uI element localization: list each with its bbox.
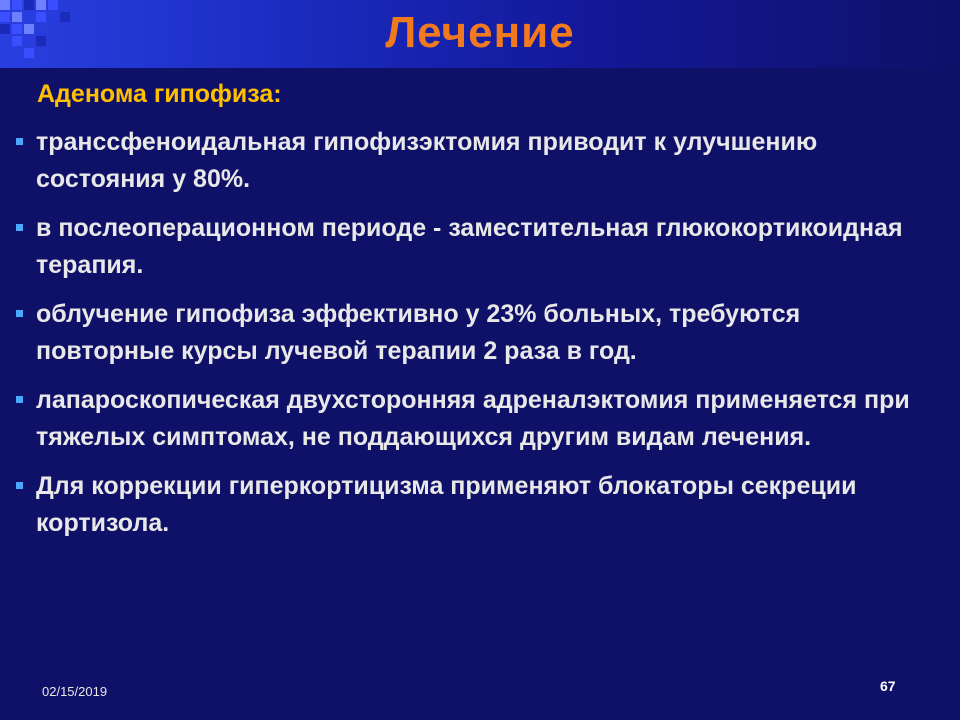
list-item xyxy=(12,296,932,370)
bullet-text: трансcфеноидальная гипофизэктомия приводит к улучшению состояния у 80%. xyxy=(36,128,818,193)
square-bullet-icon xyxy=(16,224,23,231)
page-number: 67 xyxy=(880,678,896,694)
slide-title: Лечение xyxy=(385,8,575,57)
square-bullet-icon xyxy=(16,310,23,317)
list-item xyxy=(12,210,932,284)
bullet-list xyxy=(12,124,932,554)
square-bullet-icon xyxy=(16,396,23,403)
square-bullet-icon xyxy=(16,138,23,145)
list-item xyxy=(12,124,932,198)
bullet-text: лапароскопическая двухсторонняя адреналэктомия применяется при тяжелых симптомах, не поддающихся другим видам лечения. xyxy=(36,386,910,451)
slide-subtitle: Аденома гипофиза: xyxy=(37,80,282,108)
square-bullet-icon xyxy=(16,482,23,489)
bullet-text: в послеоперационном периоде - заместительная глюкокортикоидная терапия. xyxy=(36,214,903,279)
list-item xyxy=(12,468,932,542)
bullet-text: Для коррекции гиперкортицизма применяют блокаторы секреции кортизола. xyxy=(36,472,857,537)
list-item xyxy=(12,382,932,456)
bullet-text: облучение гипофиза эффективно у 23% больных, требуются повторные курсы лучевой терапии 2 раза в год. xyxy=(36,300,801,365)
footer-date: 02/15/2019 xyxy=(42,684,108,699)
